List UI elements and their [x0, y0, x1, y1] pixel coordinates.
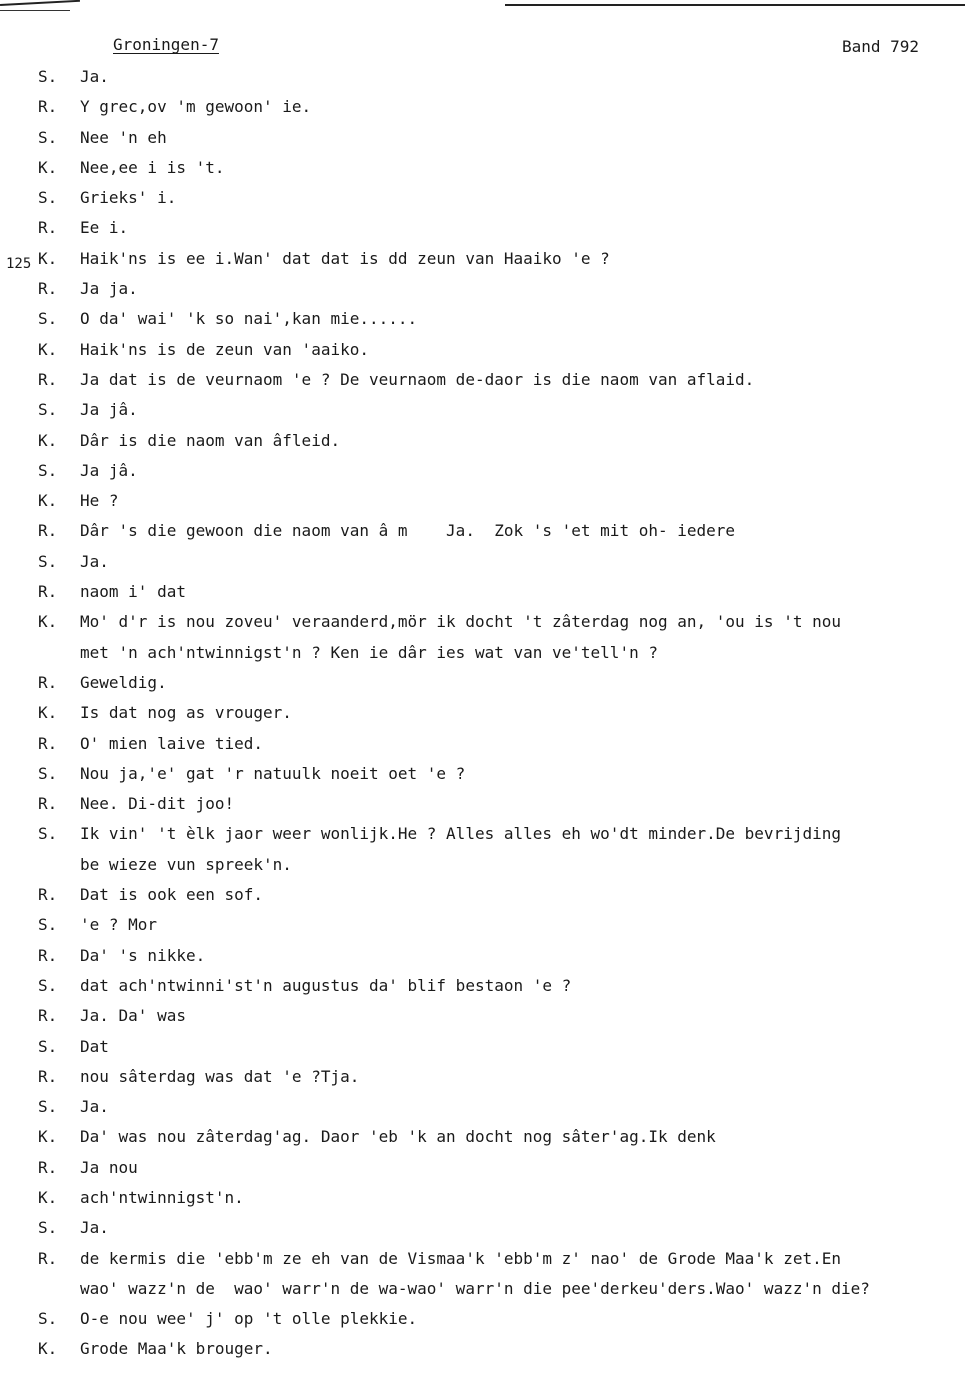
transcript-turn [38, 1153, 958, 1183]
speaker-label: K. [38, 1339, 58, 1359]
utterance [80, 153, 958, 183]
utterance-line: Ee i. [80, 218, 129, 238]
utterance [80, 577, 958, 607]
utterance-line: Mo' d'r is nou zoveu' veraanderd,mör ik docht 't zâterdag nog an, 'ou is 't nou [80, 612, 841, 632]
speaker-label: R. [38, 97, 58, 117]
transcript-turn [38, 426, 958, 456]
transcript-turn [38, 668, 958, 698]
utterance [80, 274, 958, 304]
utterance [80, 304, 958, 334]
utterance-line: Haik'ns is de zeun van 'aaiko. [80, 339, 369, 359]
speaker-label: S. [38, 67, 58, 86]
transcript-turn [38, 1032, 958, 1062]
speaker-label: R. [38, 733, 58, 753]
speaker-label: R. [38, 582, 58, 602]
utterance [80, 62, 958, 92]
utterance-line: be wieze vun spreek'n. [80, 854, 292, 874]
transcript-turn [38, 1092, 958, 1122]
utterance-line: O' mien laive tied. [80, 733, 264, 753]
document-title: Groningen-7 [113, 35, 219, 54]
utterance [80, 1304, 958, 1334]
transcript-turn [38, 729, 958, 759]
utterance [80, 516, 958, 546]
utterance-line: nou sâterdag was dat 'e ?Tja. [80, 1066, 360, 1086]
utterance-line: Ja. Da' was [80, 1006, 186, 1026]
utterance [80, 880, 958, 910]
utterance [80, 183, 958, 213]
transcript-turn [38, 92, 958, 122]
transcript-turn [38, 819, 958, 880]
transcript-turn [38, 547, 958, 577]
utterance-line: Haik'ns is ee i.Wan' dat dat is dd zeun van Haaiko 'e ? [80, 248, 610, 268]
utterance [80, 1244, 958, 1305]
speaker-label: K. [38, 248, 58, 268]
speaker-label: R. [38, 1066, 58, 1086]
speaker-label: R. [38, 521, 58, 541]
utterance-line: O-e nou wee' j' op 't olle plekkie. [80, 1309, 418, 1329]
speaker-label: R. [38, 1157, 58, 1177]
transcript-turn [38, 1304, 958, 1334]
utterance [80, 819, 958, 880]
utterance [80, 123, 958, 153]
transcript-turn [38, 577, 958, 607]
utterance [80, 698, 958, 728]
speaker-label: K. [38, 612, 58, 632]
speaker-label: R. [38, 672, 58, 692]
transcript-turn [38, 1334, 958, 1364]
transcript-turn [38, 395, 958, 425]
speaker-label: S. [38, 915, 58, 935]
utterance-line: Ja. [80, 1218, 109, 1238]
utterance [80, 1032, 958, 1062]
transcript-turn [38, 516, 958, 546]
speaker-label: R. [38, 1248, 58, 1268]
transcript-turn [38, 1183, 958, 1213]
transcript-turn [38, 1244, 958, 1305]
speaker-label: S. [38, 824, 58, 844]
page-header [0, 35, 973, 59]
utterance-line: Nee,ee i is 't. [80, 157, 225, 177]
transcript-turn [38, 244, 958, 274]
speaker-label: K. [38, 1127, 58, 1147]
speaker-label: S. [38, 1218, 58, 1238]
transcript-turn [38, 607, 958, 668]
utterance-line: Ja jâ. [80, 400, 138, 420]
utterance-line: Grode Maa'k brouger. [80, 1339, 273, 1359]
transcript-turn [38, 123, 958, 153]
speaker-label: S. [38, 1097, 58, 1117]
utterance [80, 1213, 958, 1243]
utterance [80, 941, 958, 971]
transcript-turn [38, 486, 958, 516]
transcript-turn [38, 759, 958, 789]
top-right-rule [505, 4, 965, 6]
transcript-turn [38, 213, 958, 243]
transcript-turn [38, 153, 958, 183]
utterance-line: Ja. [80, 1097, 109, 1117]
utterance [80, 668, 958, 698]
transcript-turn [38, 880, 958, 910]
transcript-turn [38, 456, 958, 486]
speaker-label: R. [38, 794, 58, 814]
speaker-label: S. [38, 460, 58, 480]
speaker-label: R. [38, 279, 58, 299]
utterance-line: Dat is ook een sof. [80, 885, 264, 905]
utterance-line: Ja. [80, 67, 109, 86]
speaker-label: S. [38, 975, 58, 995]
utterance-line: Ja dat is de veurnaom 'e ? De veurnaom de-daor is die naom van aflaid. [80, 369, 755, 389]
utterance-line: Ik vin' 't èlk jaor weer wonlijk.He ? Alles alles eh wo'dt minder.De bevrijding [80, 824, 841, 844]
utterance-line: Dâr 's die gewoon die naom van â m Ja. Zok 's 'et mit oh- iedere [80, 521, 736, 541]
transcript-turn [38, 1122, 958, 1152]
speaker-label: S. [38, 188, 58, 208]
utterance [80, 729, 958, 759]
utterance [80, 92, 958, 122]
speaker-label: S. [38, 1309, 58, 1329]
utterance [80, 213, 958, 243]
speaker-label: K. [38, 491, 58, 511]
speaker-label: R. [38, 1006, 58, 1026]
utterance [80, 244, 958, 274]
utterance [80, 426, 958, 456]
speaker-label: S. [38, 400, 58, 420]
utterance [80, 1334, 958, 1364]
utterance-line: O da' wai' 'k so nai',kan mie...... [80, 309, 418, 329]
utterance [80, 910, 958, 940]
utterance-line: naom i' dat [80, 582, 186, 602]
utterance-line: de kermis die 'ebb'm ze eh van de Vismaa'k 'ebb'm z' nao' de Grode Maa'k zet.En [80, 1248, 841, 1268]
speaker-label: S. [38, 763, 58, 783]
speaker-label: R. [38, 885, 58, 905]
utterance [80, 1153, 958, 1183]
utterance [80, 971, 958, 1001]
utterance-line: Ja ja. [80, 279, 138, 299]
utterance [80, 395, 958, 425]
transcript-turn [38, 274, 958, 304]
transcript-turn [38, 941, 958, 971]
speaker-label: K. [38, 339, 58, 359]
margin-line-number: 125 [6, 256, 32, 272]
utterance-line: Ja jâ. [80, 460, 138, 480]
utterance-line: dat ach'ntwinni'st'n augustus da' blif bestaon 'e ? [80, 975, 572, 995]
speaker-label: S. [38, 1036, 58, 1056]
transcript-turn [38, 698, 958, 728]
speaker-label: K. [38, 430, 58, 450]
transcript-turn [38, 365, 958, 395]
transcript-turn [38, 971, 958, 1001]
transcript-turn [38, 1062, 958, 1092]
utterance [80, 1183, 958, 1213]
utterance-line: Dâr is die naom van âfleid. [80, 430, 341, 450]
top-left-rule [0, 0, 80, 6]
utterance-line: Nee 'n eh [80, 127, 167, 147]
utterance [80, 486, 958, 516]
utterance [80, 1122, 958, 1152]
utterance-line: Ja. [80, 551, 109, 571]
band-number: Band 792 [841, 37, 919, 56]
speaker-label: R. [38, 369, 58, 389]
speaker-label: R. [38, 218, 58, 238]
utterance-line: ach'ntwinnigst'n. [80, 1187, 244, 1207]
utterance-line: met 'n ach'ntwinnigst'n ? Ken ie dâr ies wat van ve'tell'n ? [80, 642, 658, 662]
utterance-line: Ja nou [80, 1157, 138, 1177]
utterance [80, 456, 958, 486]
speaker-label: K. [38, 1187, 58, 1207]
utterance-line: 'e ? Mor [80, 915, 158, 935]
transcript-turn [38, 183, 958, 213]
transcript-turn [38, 335, 958, 365]
utterance [80, 365, 958, 395]
utterance [80, 1062, 958, 1092]
utterance-line: Nee. Di-dit joo! [80, 794, 235, 814]
transcript-turn [38, 1001, 958, 1031]
utterance-line: Geweldig. [80, 672, 167, 692]
utterance [80, 547, 958, 577]
speaker-label: R. [38, 945, 58, 965]
speaker-label: S. [38, 551, 58, 571]
utterance-line: wao' wazz'n de wao' warr'n de wa-wao' warr'n die pee'derkeu'ders.Wao' wazz'n die? [80, 1278, 870, 1298]
transcript [38, 62, 958, 1365]
utterance-line: Dat [80, 1036, 109, 1056]
utterance [80, 607, 958, 668]
utterance [80, 759, 958, 789]
utterance [80, 789, 958, 819]
speaker-label: K. [38, 157, 58, 177]
speaker-label: S. [38, 127, 58, 147]
utterance-line: Is dat nog as vrouger. [80, 703, 292, 723]
top-left-rule-secondary [0, 10, 70, 11]
transcript-turn [38, 304, 958, 334]
utterance-line: Y grec,ov 'm gewoon' ie. [80, 97, 312, 117]
utterance-line: He ? [80, 491, 119, 511]
transcript-turn [38, 62, 958, 92]
utterance [80, 1092, 958, 1122]
transcript-turn [38, 1213, 958, 1243]
utterance [80, 335, 958, 365]
utterance [80, 1001, 958, 1031]
utterance-line: Da' 's nikke. [80, 945, 206, 965]
utterance-line: Da' was nou zâterdag'ag. Daor 'eb 'k an docht nog sâter'ag.Ik denk [80, 1127, 716, 1147]
utterance-line: Nou ja,'e' gat 'r natuulk noeit oet 'e ? [80, 763, 466, 783]
speaker-label: K. [38, 703, 58, 723]
utterance-line: Grieks' i. [80, 188, 177, 208]
transcript-turn [38, 910, 958, 940]
speaker-label: S. [38, 309, 58, 329]
transcript-turn [38, 789, 958, 819]
